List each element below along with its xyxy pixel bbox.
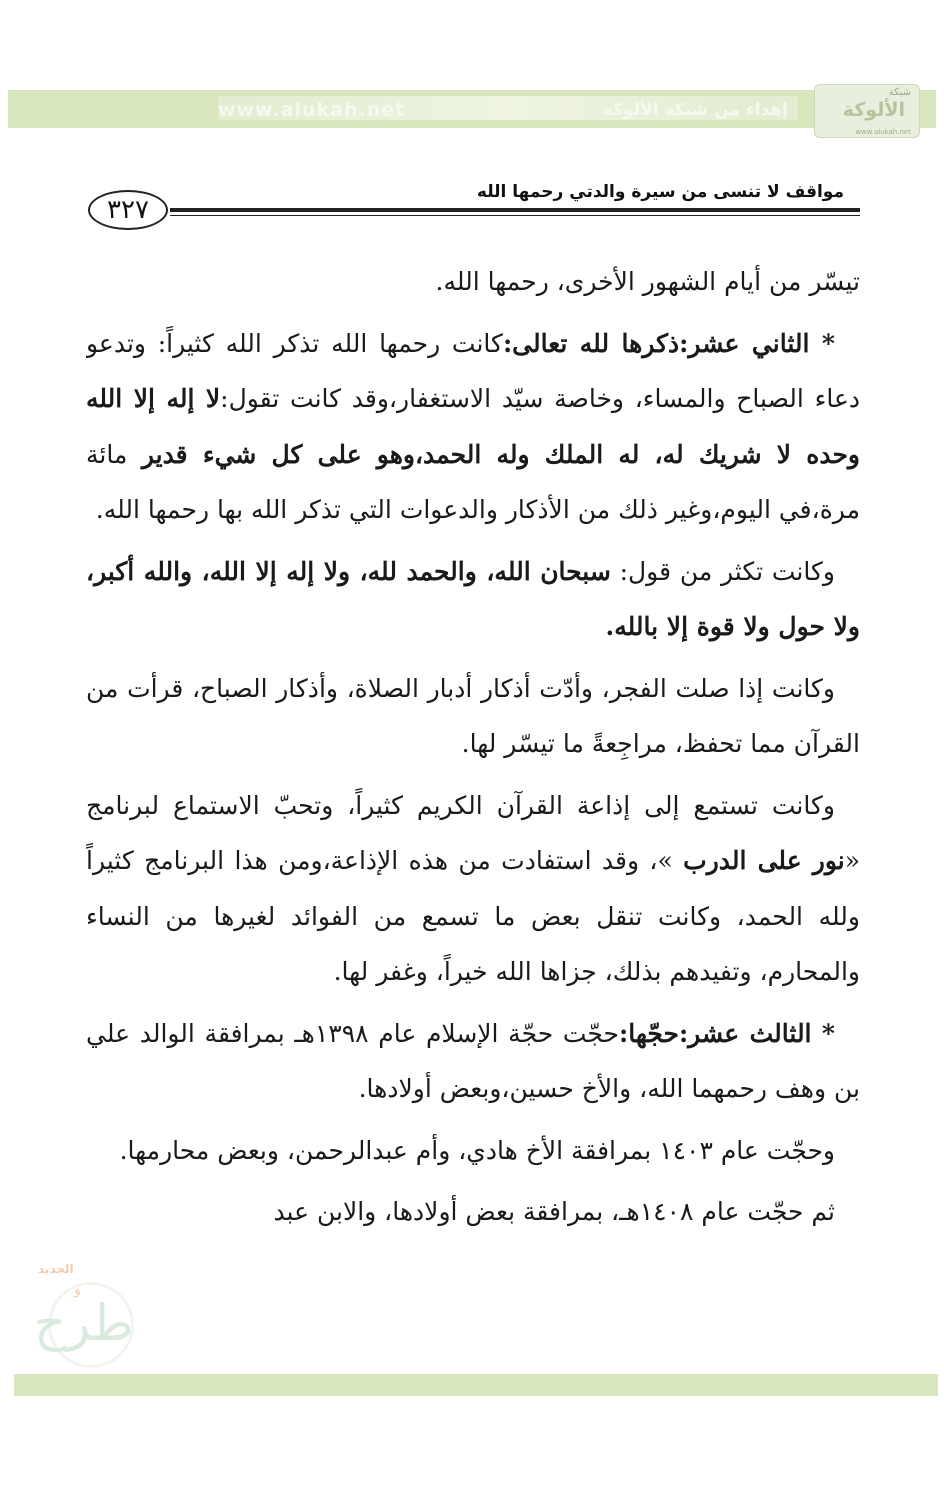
section-heading: * الثالث عشر:حجّها: xyxy=(618,1018,836,1048)
paragraph xyxy=(86,316,860,538)
logo-main-text: الألوكة xyxy=(842,99,905,121)
header-rule-thin xyxy=(170,215,860,216)
p1-text: تيسّر من أيام الشهور الأخرى، رحمها الله. xyxy=(435,267,860,296)
logo-small-text: شبكة xyxy=(888,87,911,98)
p7-text: وحجّت عام ١٤٠٣ بمرافقة الأخ هادي، وأم عبدالرحمن، وبعض محارمها. xyxy=(119,1135,835,1165)
watermark-and: و xyxy=(74,1282,81,1298)
watermark-glyph: طرح xyxy=(34,1294,134,1352)
p5-text-b: »، وقد استفادت من هذه الإذاعة،ومن هذا البرنامج كثيراً ولله الحمد، وكانت تنقل بعض ما تسمع من الفوائد لغيرها من النساء والمحارم، وتفيدهم بذلك، جزاها الله خيراً، وغفر لها. xyxy=(86,846,860,986)
p2-dhikr: لا إله إلا الله وحده لا شريك له، له الملك وله الحمد،وهو على كل شيء قدير xyxy=(86,384,860,469)
top-banner xyxy=(8,90,936,128)
page-number: ٣٢٧ xyxy=(88,190,168,230)
banner-gift-text: إهداء من شبكة الألوكة xyxy=(602,100,788,120)
p3-dhikr: سبحان الله، والحمد لله، ولا إله إلا الله، والله أكبر، ولا حول ولا قوة إلا بالله. xyxy=(86,556,860,641)
watermark-tag: الجديد xyxy=(38,1262,74,1276)
watermark-logo xyxy=(28,1262,148,1372)
logo-sub-text: www.alukah.net xyxy=(855,128,911,136)
paragraph xyxy=(86,778,860,1000)
p3-text: وكانت تكثر من قول: xyxy=(610,556,835,586)
p6-text: حجّت حجّة الإسلام عام ١٣٩٨هـ بمرافقة الوالد علي بن وهف رحمهما الله، والأخ حسين،وبعض أولادها. xyxy=(86,1018,860,1103)
paragraph xyxy=(86,1123,860,1179)
paragraph xyxy=(86,1184,860,1240)
p5-text-a: وكانت تستمع إلى إذاعة القرآن الكريم كثيراً، وتحبّ الاستماع لبرنامج « xyxy=(86,790,860,875)
p4-text: وكانت إذا صلت الفجر، وأدّت أذكار أدبار الصلاة، وأذكار الصباح، قرأت من القرآن مما تحفظ، مراجِعةً ما تيسّر لها. xyxy=(86,673,860,758)
header-rule xyxy=(170,208,860,212)
running-title: مواقف لا تنسى من سيرة والدتي رحمها الله xyxy=(476,182,844,202)
body-text xyxy=(86,254,860,1380)
paragraph xyxy=(86,1006,860,1117)
banner-url: www.alukah.net xyxy=(218,99,406,121)
paragraph xyxy=(86,661,860,772)
paragraph xyxy=(86,254,860,310)
p2-text-a: كانت رحمها الله تذكر الله كثيراً: وتدعو دعاء الصباح والمساء، وخاصة سيّد الاستغفار،وقد كانت تقول: xyxy=(86,328,860,413)
bottom-banner xyxy=(14,1374,938,1396)
p8-text: ثم حجّت عام ١٤٠٨هـ، بمرافقة بعض أولادها، والابن عبد xyxy=(273,1197,835,1226)
program-name: نور على الدرب xyxy=(683,846,845,875)
alukah-logo xyxy=(814,84,920,138)
paragraph xyxy=(86,544,860,655)
p2-text-b: مائة مرة،في اليوم،وغير ذلك من الأذكار والدعوات التي تذكر الله بها رحمها الله. xyxy=(86,439,860,524)
section-heading: * الثاني عشر:ذكرها لله تعالى: xyxy=(502,328,835,358)
